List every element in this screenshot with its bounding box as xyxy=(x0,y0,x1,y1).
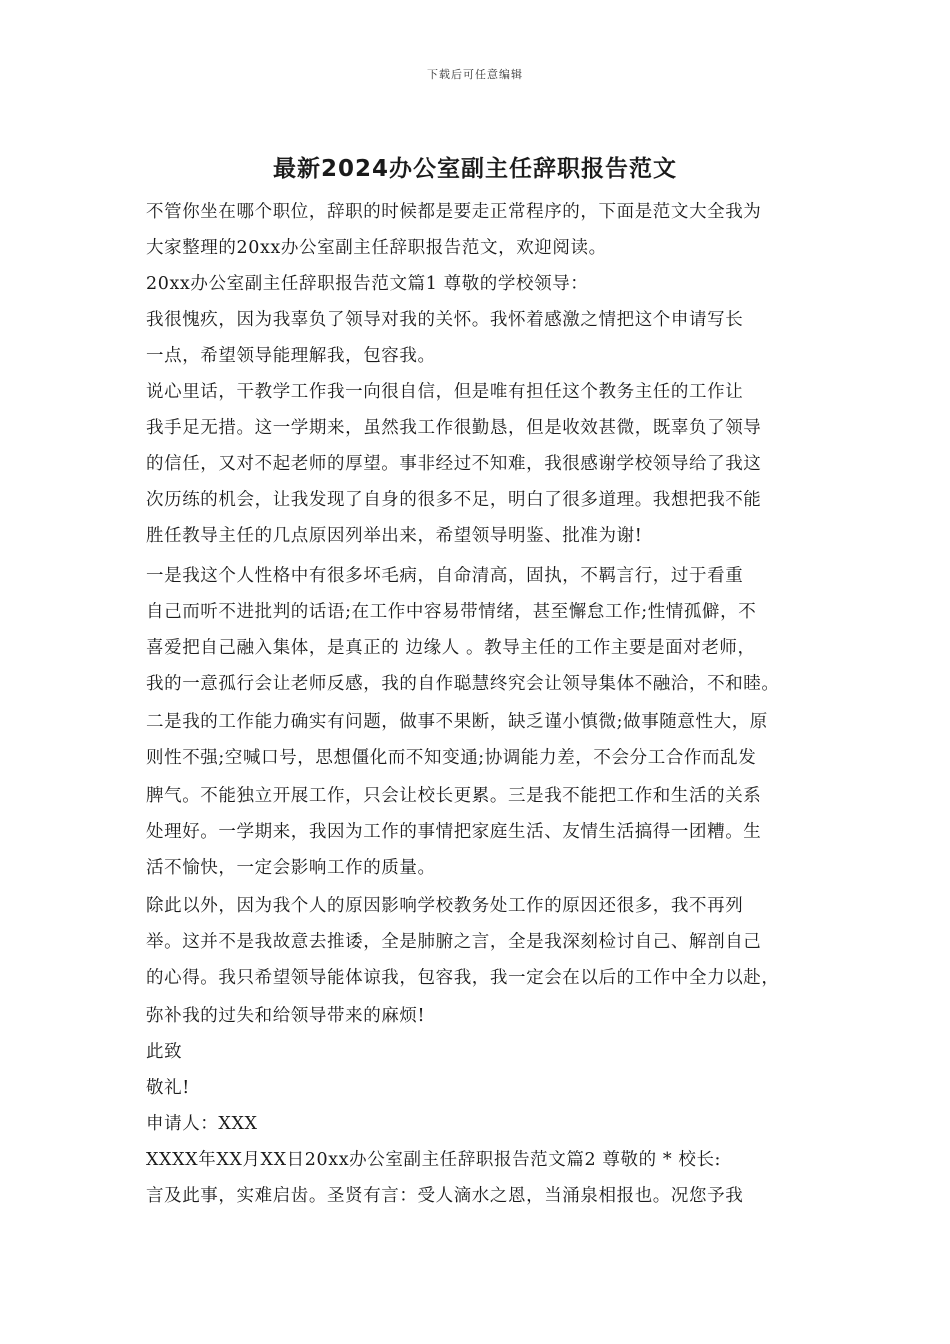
body-line: XXXX年XX月XX日20xx办公室副主任辞职报告范文篇2 尊敬的 * 校长: xyxy=(146,1150,722,1170)
body-line: 的信任，又对不起老师的厚望。事非经过不知难，我很感谢学校领导给了我这 xyxy=(146,454,762,474)
body-line: 说心里话，干教学工作我一向很自信，但是唯有担任这个教务主任的工作让 xyxy=(146,382,744,402)
body-line: 的心得。我只希望领导能体谅我，包容我，我一定会在以后的工作中全力以赴， xyxy=(146,968,780,988)
body-line: 处理好。一学期来，我因为工作的事情把家庭生活、友情生活搞得一团糟。生 xyxy=(146,822,762,842)
body-line: 二是我的工作能力确实有问题，做事不果断，缺乏谨小慎微;做事随意性大，原 xyxy=(146,712,768,732)
body-line: 不管你坐在哪个职位，辞职的时候都是要走正常程序的，下面是范文大全我为 xyxy=(146,202,762,222)
body-line: 言及此事，实难启齿。圣贤有言：受人滴水之恩，当涌泉相报也。况您予我 xyxy=(146,1186,744,1206)
body-line: 举。这并不是我故意去推诿，全是肺腑之言，全是我深刻检讨自己、解剖自己 xyxy=(146,932,762,952)
body-line: 次历练的机会，让我发现了自身的很多不足，明白了很多道理。我想把我不能 xyxy=(146,490,762,510)
body-line: 大家整理的20xx办公室副主任辞职报告范文，欢迎阅读。 xyxy=(146,238,607,258)
body-line: 弥补我的过失和给领导带来的麻烦! xyxy=(146,1006,426,1026)
body-line: 喜爱把自己融入集体，是真正的 边缘人 。教导主任的工作主要是面对老师， xyxy=(146,638,756,658)
body-line: 申请人：XXX xyxy=(146,1114,258,1134)
body-line: 胜任教导主任的几点原因列举出来，希望领导明鉴、批准为谢! xyxy=(146,526,643,546)
body-line: 脾气。不能独立开展工作，只会让校长更累。三是我不能把工作和生活的关系 xyxy=(146,786,762,806)
body-line: 此致 xyxy=(146,1042,183,1062)
body-line: 活不愉快，一定会影响工作的质量。 xyxy=(146,858,436,878)
body-line: 除此以外，因为我个人的原因影响学校教务处工作的原因还很多，我不再列 xyxy=(146,896,744,916)
body-line: 一是我这个人性格中有很多坏毛病，自命清高，固执，不羁言行，过于看重 xyxy=(146,566,744,586)
body-line: 敬礼! xyxy=(146,1078,190,1098)
body-line: 我的一意孤行会让老师反感，我的自作聪慧终究会让领导集体不融洽，不和睦。 xyxy=(146,674,780,694)
body-line: 20xx办公室副主任辞职报告范文篇1 尊敬的学校领导： xyxy=(146,274,589,294)
body-line: 我很愧疚，因为我辜负了领导对我的关怀。我怀着感激之情把这个申请写长 xyxy=(146,310,744,330)
body-line: 自己而听不进批判的话语;在工作中容易带情绪，甚至懈怠工作;性情孤僻，不 xyxy=(146,602,757,622)
document-title: 最新2024办公室副主任辞职报告范文 xyxy=(272,156,677,182)
header-note: 下载后可任意编辑 xyxy=(427,68,523,81)
body-line: 我手足无措。这一学期来，虽然我工作很勤恳，但是收效甚微，既辜负了领导 xyxy=(146,418,762,438)
body-line: 一点，希望领导能理解我，包容我。 xyxy=(146,346,436,366)
body-line: 则性不强;空喊口号，思想僵化而不知变通;协调能力差，不会分工合作而乱发 xyxy=(146,748,757,768)
